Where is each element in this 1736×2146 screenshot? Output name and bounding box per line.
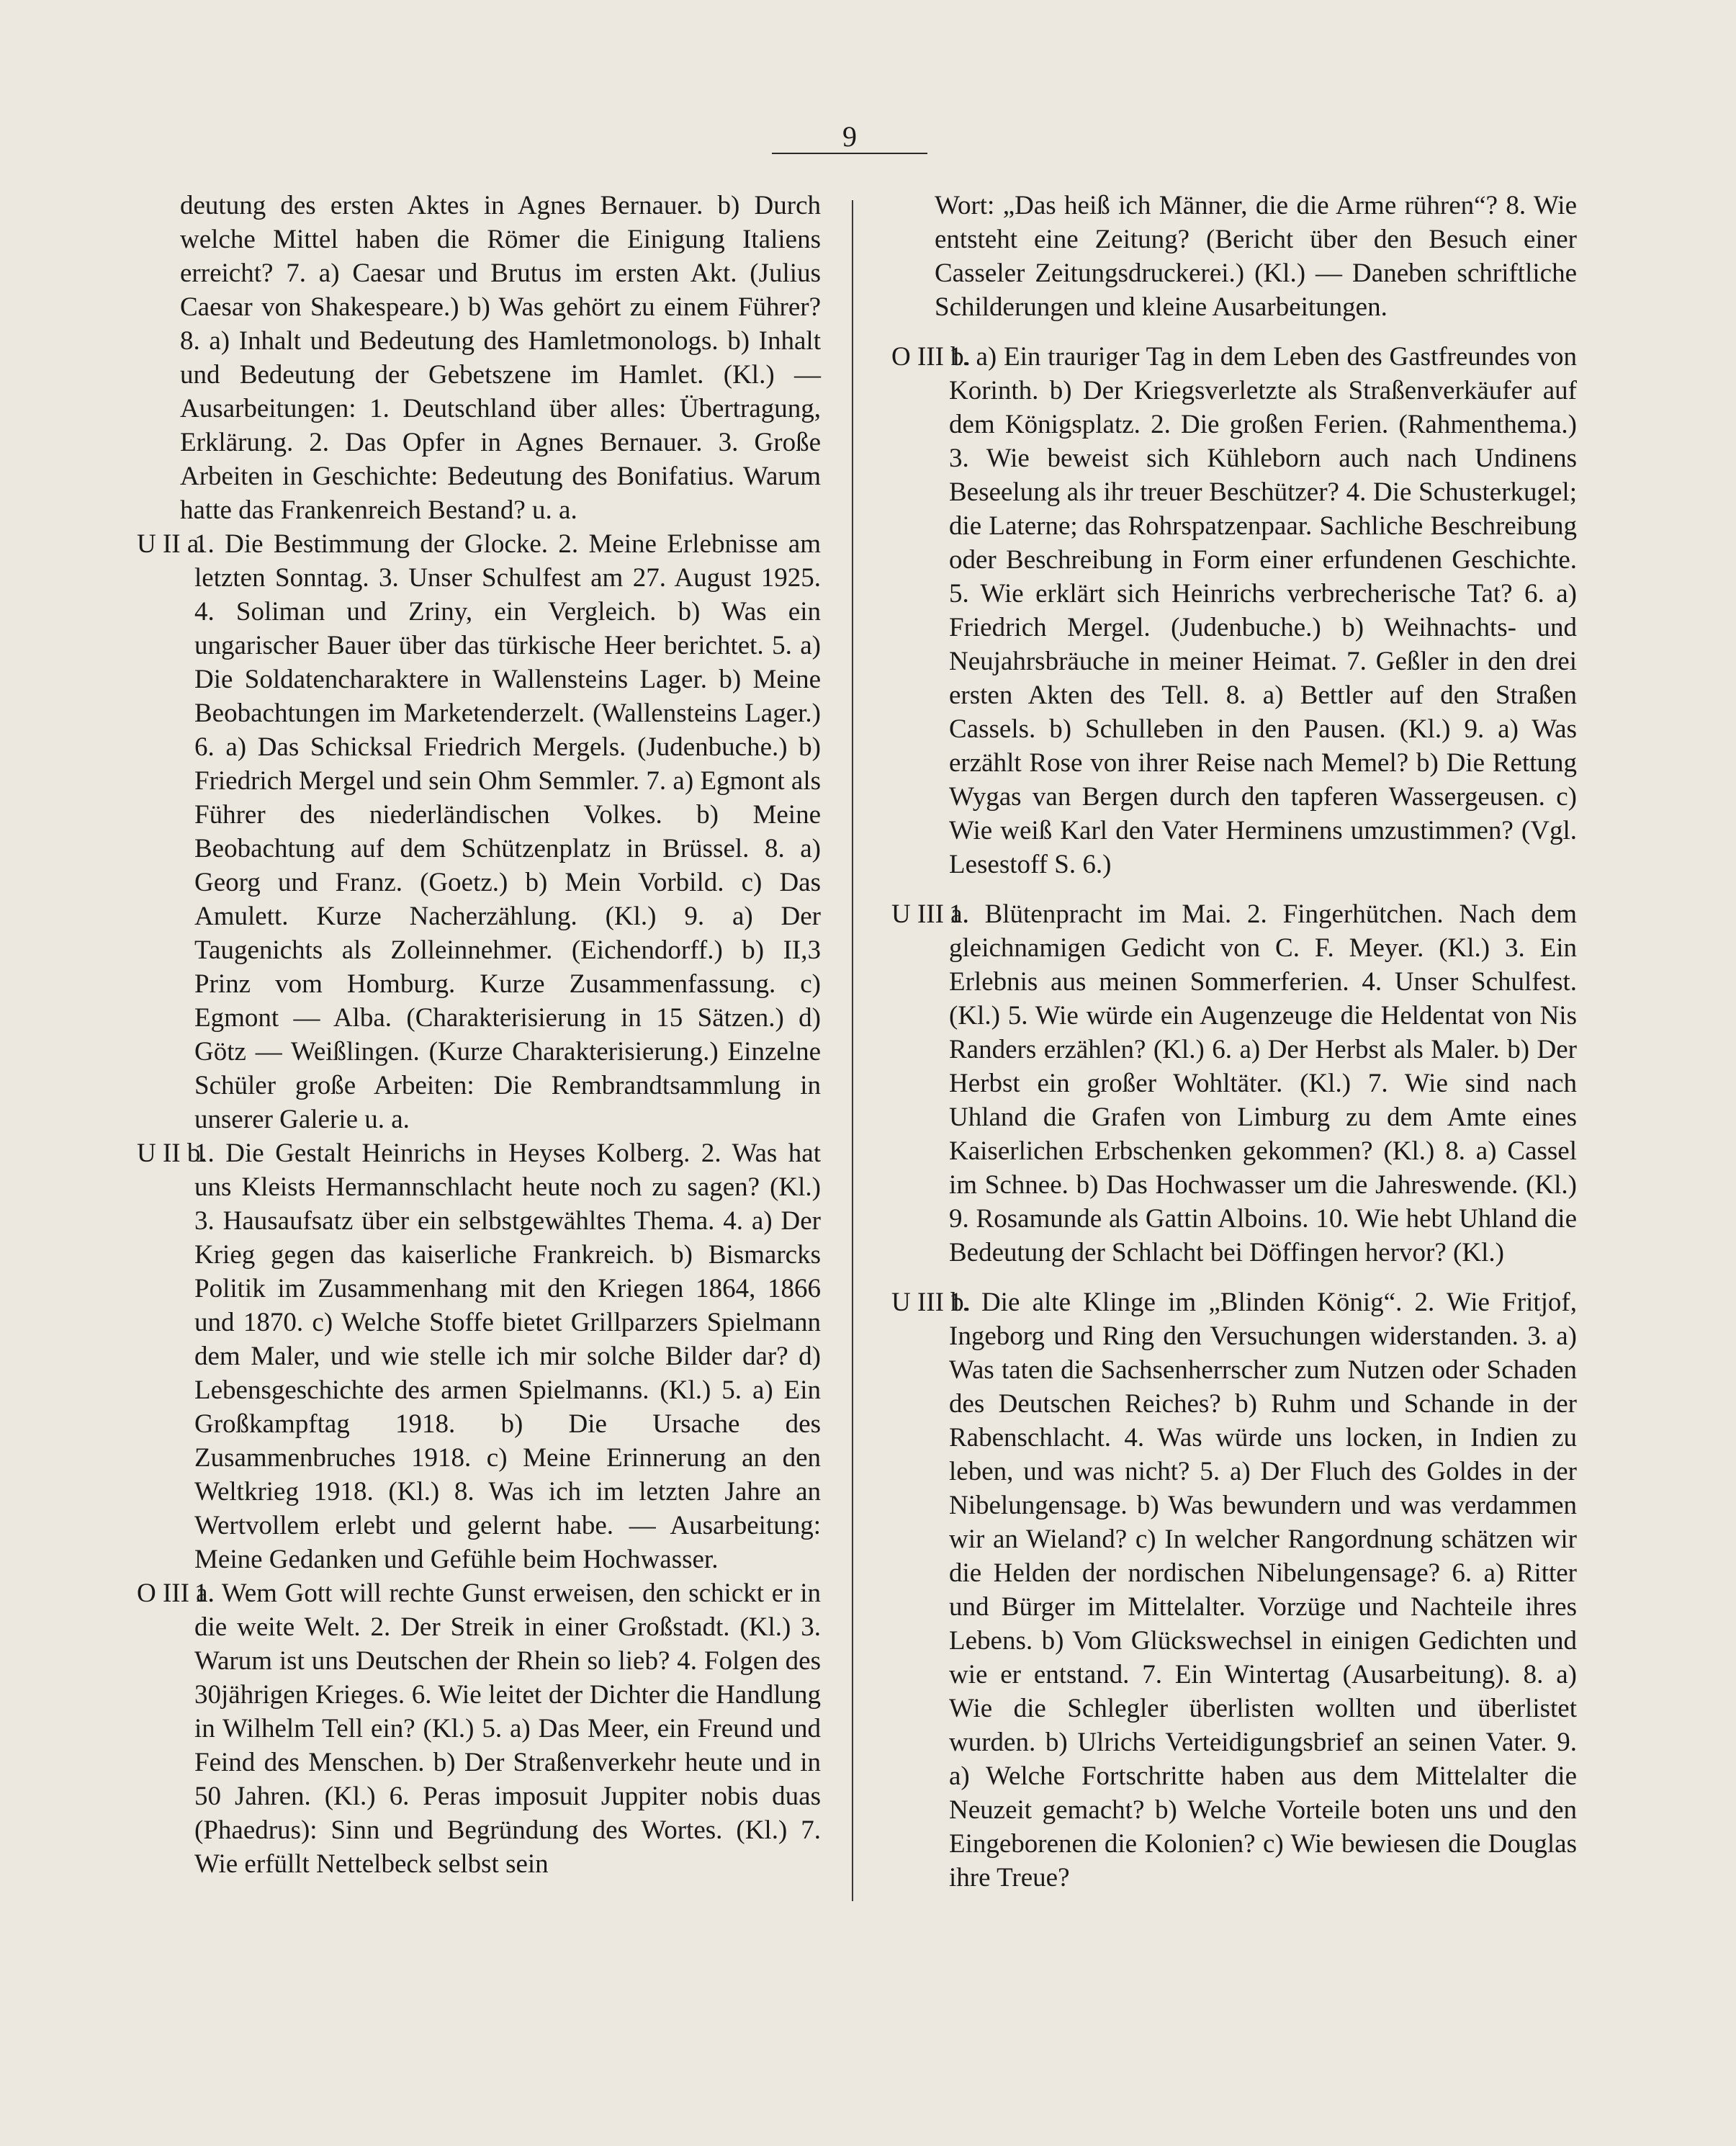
column-divider [852, 200, 853, 1901]
class-label: U II a. [137, 529, 206, 559]
text-block [891, 189, 1577, 324]
class-label: O III b. [891, 342, 971, 372]
header-rule [772, 153, 927, 154]
text-block [137, 527, 821, 1136]
text-block-text: 1. Die Bestimmung der Glocke. 2. Meine Erlebnisse am letzten Sonntag. 3. Unser Schulfest am 27. August 1925. 4. Soliman und Zriny, ein Vergleich. b) Was ein ungarischer Bauer über das türkische Heer berichtet. 5. a) Die Soldatencharaktere in Wallensteins Lager. b) Meine Beobachtungen im Marketenderzelt. (Wallensteins Lager.) 6. a) Das Schicksal Friedrich Mergels. (Judenbuche.) b) Friedrich Mergel und sein Ohm Semmler. 7. a) Egmont als Führer des niederländischen Volkes. b) Meine Beobachtung auf dem Schützenplatz in Brüssel. 8. a) Georg und Franz. (Goetz.) b) Mein Vorbild. c) Das Amulett. Kurze Nacherzählung. (Kl.) 9. a) Der Taugenichts als Zolleinnehmer. (Eichendorff.) b) II,3 Prinz vom Homburg. Kurze Zusammenfassung. c) Egmont — Alba. (Charakterisierung in 15 Sätzen.) d) Götz — Weißlingen. (Kurze Charakterisierung.) Einzelne Schüler große Arbeiten: Die Rembrandtsammlung in unserer Galerie u. a. [194, 529, 821, 1134]
text-block-text: deutung des ersten Aktes in Agnes Bernauer. b) Durch welche Mittel haben die Römer die Einigung Italiens erreicht? 7. a) Caesar und Brutus im ersten Akt. (Julius Caesar von Shakespeare.) b) Was gehört zu einem Führer? 8. a) Inhalt und Bedeutung des Hamletmonologs. b) Inhalt und Bedeutung der Gebetszene im Hamlet. (Kl.) — Ausarbeitungen: 1. Deutschland über alles: Übertragung, Erklärung. 2. Das Opfer in Agnes Bernauer. 3. Große Arbeiten in Geschichte: Bedeutung des Bonifatius. Warum hatte das Frankenreich Bestand? u. a. [180, 191, 821, 525]
text-block-text: Wort: „Das heiß ich Männer, die die Arme rühren“? 8. Wie entsteht eine Zeitung? (Bericht über den Besuch einer Casseler Zeitungsdruckerei.) (Kl.) — Daneben schriftliche Schilderungen und kleine Ausarbeitungen. [935, 191, 1577, 322]
text-block [891, 340, 1577, 881]
text-block [891, 897, 1577, 1270]
text-block-text: 1. Wem Gott will rechte Gunst erweisen, den schickt er in die weite Welt. 2. Der Streik in einer Großstadt. (Kl.) 3. Warum ist uns Deutschen der Rhein so lieb? 4. Folgen des 30jährigen Krieges. 6. Wie leitet der Dichter die Handlung in Wilhelm Tell ein? (Kl.) 5. a) Das Meer, ein Freund und Feind des Menschen. b) Der Straßenverkehr heute und in 50 Jahren. (Kl.) 6. Peras imposuit Juppiter nobis duas (Phaedrus): Sinn und Begründung des Wortes. (Kl.) 7. Wie erfüllt Nettelbeck selbst sein [194, 1579, 821, 1879]
class-label: O III a. [137, 1579, 215, 1608]
text-block-text: 1. Die Gestalt Heinrichs in Heyses Kolberg. 2. Was hat uns Kleists Hermannschlacht heute noch zu sagen? (Kl.) 3. Hausaufsatz über ein selbstgewähltes Thema. 4. a) Der Krieg gegen das kaiserliche Frankreich. b) Bismarcks Politik im Zusammenhang mit den Kriegen 1864, 1866 und 1870. c) Welche Stoffe bietet Grillparzers Spielmann dem Maler, und wie stelle ich mir solche Bilder dar? d) Lebensgeschichte des armen Spielmanns. (Kl.) 5. a) Ein Großkampftag 1918. b) Die Ursache des Zusammenbruches 1918. c) Meine Erinnerung an den Weltkrieg 1918. (Kl.) 8. Was ich im letzten Jahre an Wertvollem erlebt und gelernt habe. — Ausarbeitung: Meine Gedanken und Gefühle beim Hochwasser. [194, 1139, 821, 1574]
text-block [137, 1136, 821, 1576]
text-block-text: 1. a) Ein trauriger Tag in dem Leben des Gastfreundes von Korinth. b) Der Kriegsverletzte als Straßenverkäufer auf dem Königsplatz. 2. Die großen Ferien. (Rahmenthema.) 3. Wie beweist sich Kühleborn auch nach Undinens Beseelung als ihr treuer Beschützer? 4. Die Schusterkugel; die Laterne; das Rohrspatzenpaar. Sachliche Beschreibung oder Beschreibung in Form einer erfundenen Geschichte. 5. Wie erklärt sich Heinrichs verbrecherische Tat? 6. a) Friedrich Mergel. (Judenbuche.) b) Weihnachts- und Neujahrsbräuche in meiner Heimat. 7. Geßler in den drei ersten Akten des Tell. 8. a) Bettler auf den Straßen Cassels. b) Schulleben in den Pausen. (Kl.) 9. a) Was erzählt Rose von ihrer Reise nach Memel? b) Die Rettung Wygas van Bergen durch den tapferen Wassergeusen. c) Wie weiß Karl den Vater Herminens umzustimmen? (Vgl. Lesestoff S. 6.) [949, 342, 1577, 879]
page-number: 9 [842, 120, 857, 153]
text-block [137, 1576, 821, 1881]
class-label: U III b. [891, 1288, 971, 1317]
class-label: U II b. [137, 1139, 207, 1168]
left-column [137, 189, 821, 1881]
class-label: U III a. [891, 899, 969, 929]
text-block [891, 1285, 1577, 1895]
text-block-text: 1. Die alte Klinge im „Blinden König“. 2. Wie Fritjof, Ingeborg und Ring den Versuchungen widerstanden. 3. a) Was taten die Sachsenherrscher zum Nutzen oder Schaden des Deutschen Reiches? b) Ruhm und Schande in der Rabenschlacht. 4. Was würde uns locken, in Indien zu leben, und was nicht? 5. a) Der Fluch des Goldes in der Nibelungensage. b) Was bewundern und was verdammen wir an Wieland? c) In welcher Rangordnung schätzen wir die Helden der nordischen Nibelungensage? 6. a) Ritter und Bürger im Mittelalter. Vorzüge und Nachteile ihres Lebens. b) Vom Glückswechsel in einigen Gedichten und wie er entstand. 7. Ein Wintertag (Ausarbeitung). 8. a) Wie die Schlegler überlisten wollten und überlistet wurden. b) Ulrichs Verteidigungsbrief an seinen Vater. 9. a) Welche Fortschritte haben aus dem Mittelalter die Neuzeit gemacht? b) Welche Vorteile boten uns und den Eingeborenen die Kolonien? c) Wie bewiesen die Douglas ihre Treue? [949, 1288, 1577, 1893]
text-block-text: 1. Blütenpracht im Mai. 2. Fingerhütchen. Nach dem gleichnamigen Gedicht von C. F. Meyer. (Kl.) 3. Ein Erlebnis aus meinen Sommerferien. 4. Unser Schulfest. (Kl.) 5. Wie würde ein Augenzeuge die Heldentat von Nis Randers erzählen? (Kl.) 6. a) Der Herbst als Maler. b) Der Herbst ein großer Wohltäter. (Kl.) 7. Wie sind nach Uhland die Grafen von Limburg zu dem Amte eines Kaiserlichen Erbschenken gekommen? (Kl.) 8. a) Cassel im Schnee. b) Das Hochwasser um die Jahreswende. (Kl.) 9. Rosamunde als Gattin Alboins. 10. Wie hebt Uhland die Bedeutung der Schlacht bei Döffingen hervor? (Kl.) [949, 899, 1577, 1267]
text-block [137, 189, 821, 527]
right-column [891, 189, 1577, 1895]
